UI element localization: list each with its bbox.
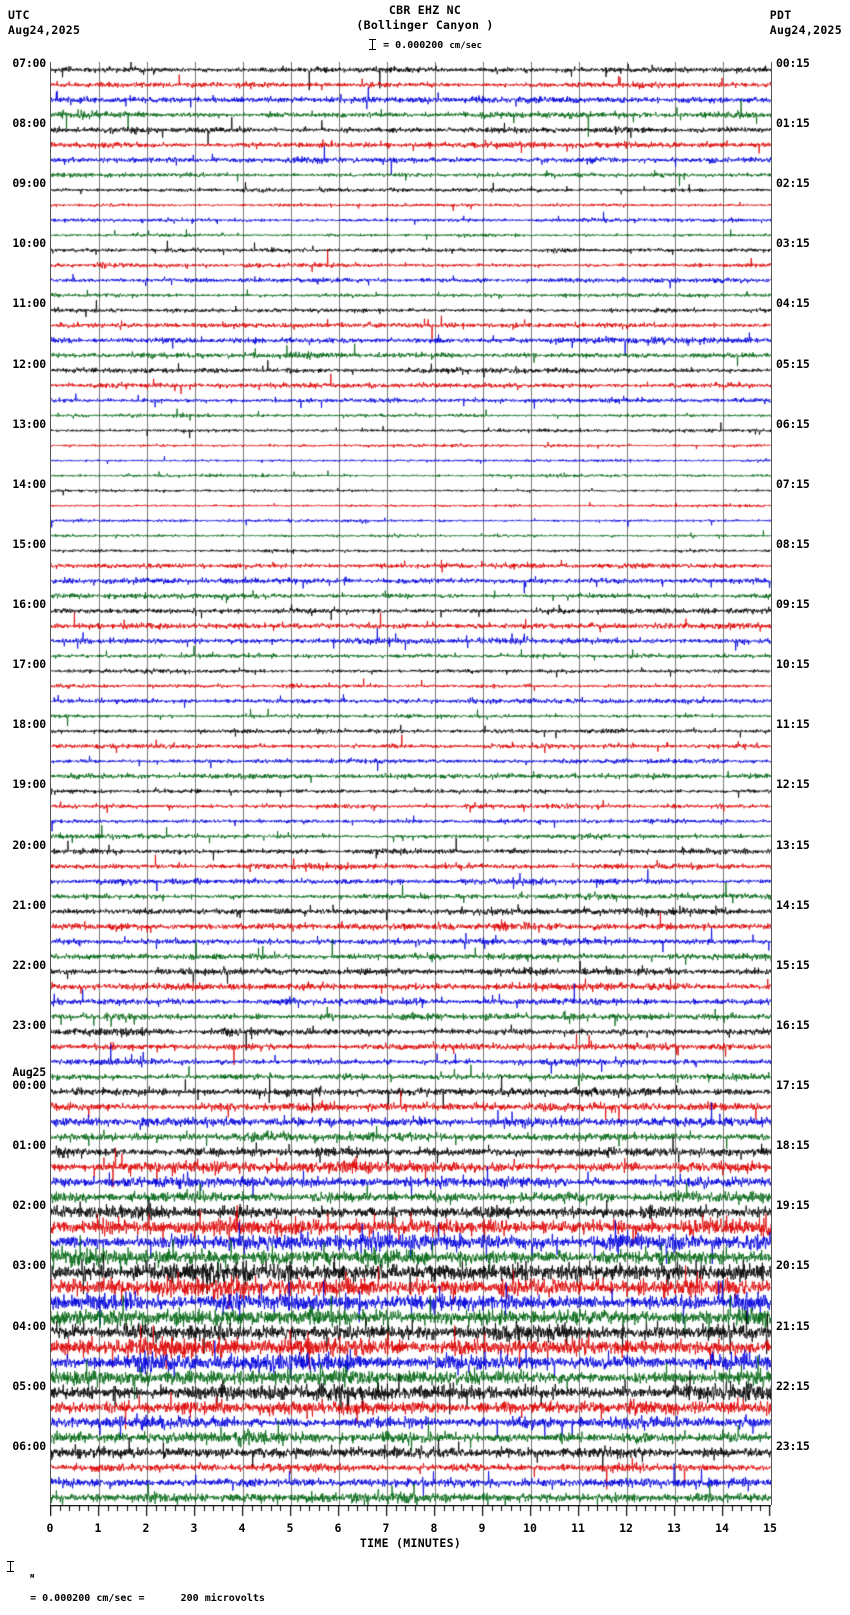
left-hour-label: 19:00 [12, 777, 46, 792]
right-hour-label: 05:15 [776, 356, 810, 371]
header-right-date: Aug24,2025 [769, 23, 842, 37]
footer-scale-note [6, 1560, 265, 1615]
axis-tick-label: 4 [238, 1521, 246, 1535]
left-hour-label: 13:00 [12, 416, 46, 431]
right-hour-label: 00:15 [776, 56, 810, 70]
left-hour-label: 01:00 [12, 1138, 46, 1153]
footer-scale-text: = 0.000200 cm/sec = 200 microvolts [30, 1593, 265, 1604]
time-axis-ticks [50, 1505, 771, 1521]
left-hour-label: 16:00 [12, 597, 46, 612]
axis-tick-label: 14 [715, 1521, 729, 1535]
left-hour-label: 17:00 [12, 657, 46, 672]
left-hour-label: 03:00 [12, 1258, 46, 1273]
scale-units: cm/sec [449, 41, 482, 51]
day-boundary-label: Aug25 [12, 1065, 46, 1080]
axis-tick-label: 2 [142, 1521, 150, 1535]
axis-tick-label: 5 [286, 1521, 294, 1535]
left-hour-label: 14:00 [12, 476, 46, 491]
left-hour-label: 08:00 [12, 116, 46, 131]
axis-tick-label: 15 [763, 1521, 777, 1535]
right-hour-label: 07:15 [776, 476, 810, 491]
axis-tick-label: 3 [190, 1521, 198, 1535]
axis-tick-label: 8 [430, 1521, 438, 1535]
right-hour-label: 15:15 [776, 957, 810, 972]
right-hour-label: 09:15 [776, 597, 810, 612]
left-hour-label: 11:00 [12, 296, 46, 311]
station-channel-title: CBR EHZ NC [388, 3, 462, 17]
axis-tick-label: 12 [619, 1521, 633, 1535]
right-hour-label: 04:15 [776, 296, 810, 311]
right-hour-label: 13:15 [776, 837, 810, 852]
left-hour-label: 21:00 [12, 897, 46, 912]
header-right-timezone: PDT [769, 8, 792, 22]
left-hour-label: 23:00 [12, 1017, 46, 1032]
axis-tick-label: 9 [478, 1521, 486, 1535]
right-hour-label: 08:15 [776, 536, 810, 551]
right-hour-label: 16:15 [776, 1017, 810, 1032]
left-hour-label: 15:00 [12, 536, 46, 551]
left-hour-label: 06:00 [12, 1438, 46, 1453]
left-hour-label: 02:00 [12, 1198, 46, 1213]
left-hour-label: 09:00 [12, 176, 46, 191]
right-hour-label: 10:15 [776, 657, 810, 672]
left-hour-label: 00:00 [12, 1078, 46, 1093]
axis-tick-label: 6 [334, 1521, 342, 1535]
right-hour-label: 02:15 [776, 176, 810, 191]
helicorder-plot-area[interactable] [50, 62, 772, 1505]
scale-reference-line [0, 38, 850, 52]
right-hour-label: 19:15 [776, 1198, 810, 1213]
axis-tick-label: 11 [571, 1521, 585, 1535]
header-left-date: Aug24,2025 [8, 23, 81, 37]
right-hour-label: 14:15 [776, 897, 810, 912]
footer-micro-mark: м [30, 1572, 35, 1580]
seismic-trace-canvas [51, 62, 771, 1505]
left-hour-label: 07:00 [12, 56, 46, 70]
left-hour-label: 22:00 [12, 957, 46, 972]
scale-value: = 0.000200 [383, 40, 444, 51]
station-location-name: (Bollinger Canyon ) [356, 18, 494, 32]
axis-tick-label: 0 [46, 1521, 54, 1535]
left-hour-label: 10:00 [12, 236, 46, 251]
right-hour-label: 12:15 [776, 777, 810, 792]
right-hour-label: 18:15 [776, 1138, 810, 1153]
right-hour-label: 11:15 [776, 717, 810, 732]
left-hour-label: 18:00 [12, 717, 46, 732]
axis-tick-label: 7 [382, 1521, 390, 1535]
axis-tick-label: 1 [94, 1521, 102, 1535]
time-axis-title: TIME (MINUTES) [359, 1536, 462, 1550]
scale-bar-icon [368, 38, 377, 50]
left-hour-label: 20:00 [12, 837, 46, 852]
right-hour-label: 21:15 [776, 1318, 810, 1333]
right-hour-label: 01:15 [776, 116, 810, 131]
right-hour-label: 23:15 [776, 1438, 810, 1453]
time-axis-tick-labels [46, 1521, 777, 1537]
header-center-block [0, 3, 850, 33]
right-hour-label: 06:15 [776, 416, 810, 431]
right-hour-label: 03:15 [776, 236, 810, 251]
left-hour-label: 05:00 [12, 1378, 46, 1393]
right-hour-label: 17:15 [776, 1078, 810, 1093]
axis-tick-label: 10 [523, 1521, 537, 1535]
header-left-timezone: UTC [8, 8, 30, 22]
right-hour-label: 22:15 [776, 1378, 810, 1393]
left-hour-label: 04:00 [12, 1318, 46, 1333]
right-hour-label: 20:15 [776, 1258, 810, 1273]
header-right-timezone-block [770, 8, 842, 38]
axis-tick-label: 13 [667, 1521, 681, 1535]
left-hour-label: 12:00 [12, 356, 46, 371]
